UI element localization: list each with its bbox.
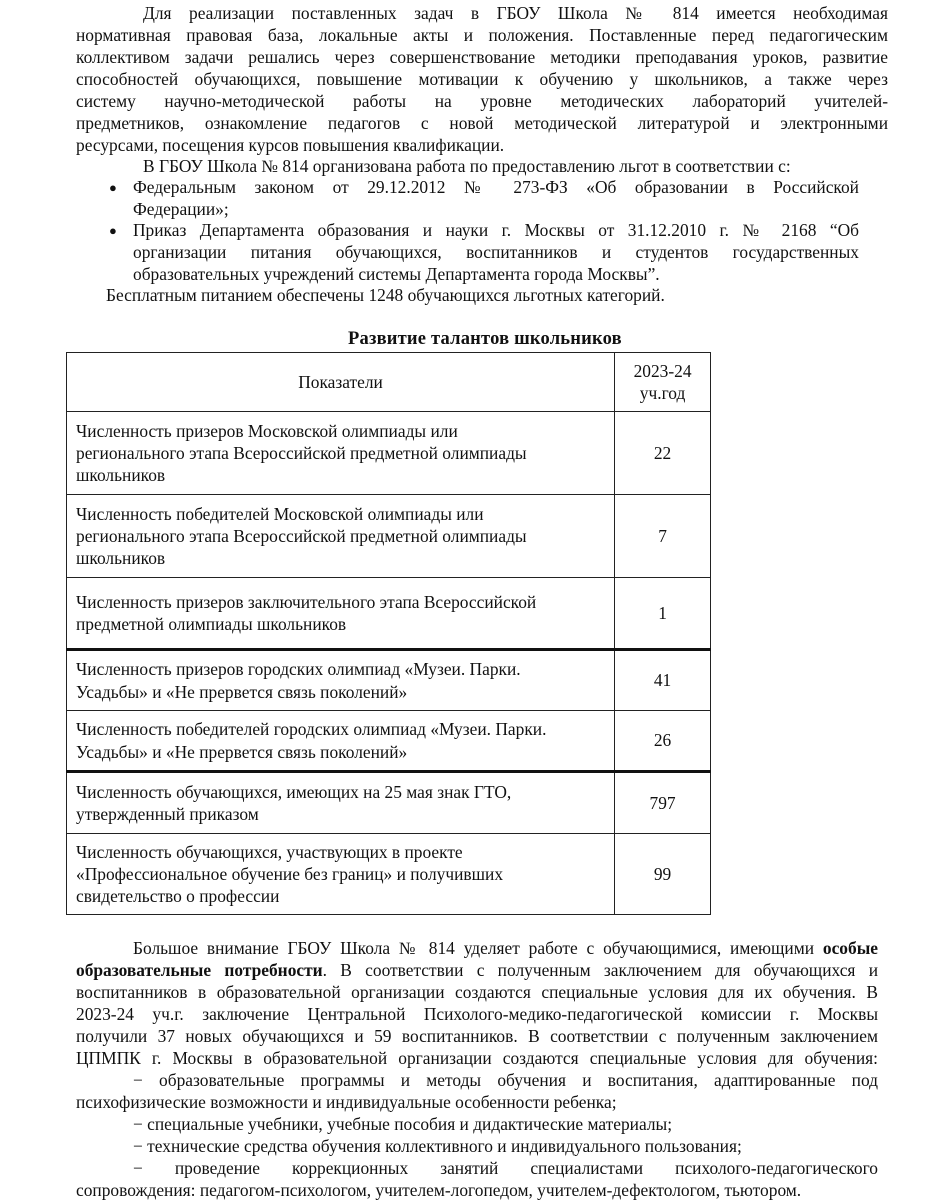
table-row <box>67 772 711 834</box>
table-header-row <box>67 353 711 412</box>
intro-paragraph-line: систему научно-методической работы на уровне методических лабораторий учителей- <box>76 91 888 111</box>
header-year <box>615 353 711 412</box>
row-value: 22 <box>615 412 711 495</box>
row-indicator-line: предметной олимпиады школьников <box>76 614 347 634</box>
row-indicator <box>67 711 615 772</box>
intro-paragraph-line: способностей обучающихся, повышение мотивации к обучению у школьников, а также через <box>76 69 888 89</box>
row-indicator <box>67 412 615 495</box>
row-indicator-line: Численность обучающихся, участвующих в проекте <box>76 841 463 862</box>
talents-table <box>66 352 711 915</box>
row-indicator-line: школьников <box>76 548 166 569</box>
row-indicator-line: свидетельство о профессии <box>76 886 280 907</box>
bullet-icon: ● <box>109 223 117 238</box>
intro-paragraph-line: предметников, ознакомление педагогов с новой методической литературой и электронными <box>76 113 888 133</box>
special-needs-line: ЦПМПК г. Москвы в образовательной организации создаются специальные условия для обучения: <box>76 1048 878 1068</box>
row-indicator-line: Усадьбы» и «Не прервется связь поколений» <box>76 741 408 762</box>
free-meals-note: Бесплатным питанием обеспечены 1248 обучающихся льготных категорий. <box>106 285 665 305</box>
table-row <box>67 650 711 711</box>
table-title: Развитие талантов школьников <box>348 329 622 349</box>
bullet-line: организации питания обучающихся, воспитанников и студентов государственных <box>133 242 859 262</box>
row-indicator-line: утвержденный приказом <box>76 804 259 824</box>
table-row <box>67 578 711 650</box>
row-indicator-line: Численность призеров заключительного этапа Всероссийской <box>76 591 537 612</box>
header-indicator: Показатели <box>67 353 615 412</box>
table-row <box>67 412 711 495</box>
benefits-intro: В ГБОУ Школа № 814 организована работа по предоставлению льгот в соответствии с: <box>143 156 791 176</box>
row-indicator <box>67 834 615 915</box>
row-value: 41 <box>615 650 711 711</box>
row-value: 26 <box>615 711 711 772</box>
row-indicator-line: Численность призеров городских олимпиад «Музеи. Парки. <box>76 659 521 680</box>
bullet-line: образовательных учреждений системы Департамента города Москвы”. <box>133 264 660 284</box>
condition-item-line: психофизические возможности и индивидуальные особенности ребенка; <box>76 1092 617 1112</box>
special-needs-line: образовательные потребности. В соответствии с полученным заключением для обучающихся и <box>76 960 878 980</box>
table-row <box>67 711 711 772</box>
row-indicator <box>67 495 615 578</box>
table-row <box>67 495 711 578</box>
bold-phrase: образовательные потребности <box>76 960 323 980</box>
row-indicator-line: Численность победителей городских олимпиад «Музеи. Парки. <box>76 719 547 740</box>
row-indicator-line: регионального этапа Всероссийской предметной олимпиады <box>76 525 527 546</box>
condition-item-line: − технические средства обучения коллективного и индивидуального пользования; <box>133 1136 742 1156</box>
intro-paragraph-line: коллективом задачи решались через совершенствование методики преподавания уроков, развитие <box>76 47 888 67</box>
bold-phrase: особые <box>822 938 878 958</box>
table-row <box>67 834 711 915</box>
special-needs-line: 2023-24 уч.г. заключение Центральной Психолого-медико-педагогической комиссии г. Москвы <box>76 1004 878 1024</box>
header-year-line: уч.год <box>639 383 686 403</box>
bullet-line: Приказ Департамента образования и науки г. Москвы от 31.12.2010 г. № 2168 “Об <box>133 220 859 240</box>
header-year-line: 2023-24 <box>633 360 692 381</box>
row-indicator <box>67 578 615 650</box>
bullet-line: Федеральным законом от 29.12.2012 № 273-ФЗ «Об образовании в Российской <box>133 177 859 197</box>
row-indicator-line: регионального этапа Всероссийской предметной олимпиады <box>76 442 527 463</box>
condition-item-line: − образовательные программы и методы обучения и воспитания, адаптированные под <box>133 1070 878 1090</box>
row-indicator-line: Численность победителей Московской олимпиады или <box>76 503 484 524</box>
condition-item-line: сопровождения: педагогом-психологом, учителем-логопедом, учителем-дефектологом, тьютором. <box>76 1180 802 1200</box>
row-indicator <box>67 772 615 834</box>
special-needs-line: воспитанников в образовательной организации создаются специальные условия для их обучения. В <box>76 982 878 1002</box>
intro-paragraph-line: Для реализации поставленных задач в ГБОУ Школа № 814 имеется необходимая <box>143 3 888 23</box>
row-value: 1 <box>615 578 711 650</box>
row-indicator-line: «Профессиональное обучение без границ» и получивших <box>76 863 504 884</box>
bullet-line: Федерации»; <box>133 199 229 219</box>
special-needs-line: получили 37 новых обучающихся и 59 воспитанников. В соответствии с полученным заключением <box>76 1026 878 1046</box>
row-indicator-line: школьников <box>76 465 166 486</box>
special-needs-line: Большое внимание ГБОУ Школа № 814 уделяет работе с обучающимися, имеющими особые <box>133 938 878 958</box>
row-value: 797 <box>615 772 711 834</box>
row-indicator-line: Численность призеров Московской олимпиады или <box>76 420 458 441</box>
row-indicator-line: Усадьбы» и «Не прервется связь поколений» <box>76 681 408 702</box>
condition-item-line: − специальные учебники, учебные пособия и дидактические материалы; <box>133 1114 673 1134</box>
row-indicator-line: Численность обучающихся, имеющих на 25 мая знак ГТО, <box>76 781 512 802</box>
condition-item-line: − проведение коррекционных занятий специалистами психолого-педагогического <box>133 1158 878 1178</box>
bullet-icon: ● <box>109 180 117 195</box>
intro-paragraph-line: нормативная правовая база, локальные акты и положения. Поставленные перед педагогическим <box>76 25 888 45</box>
row-value: 99 <box>615 834 711 915</box>
row-value: 7 <box>615 495 711 578</box>
intro-paragraph-line: ресурсами, посещения курсов повышения квалификации. <box>76 135 505 155</box>
row-indicator <box>67 650 615 711</box>
